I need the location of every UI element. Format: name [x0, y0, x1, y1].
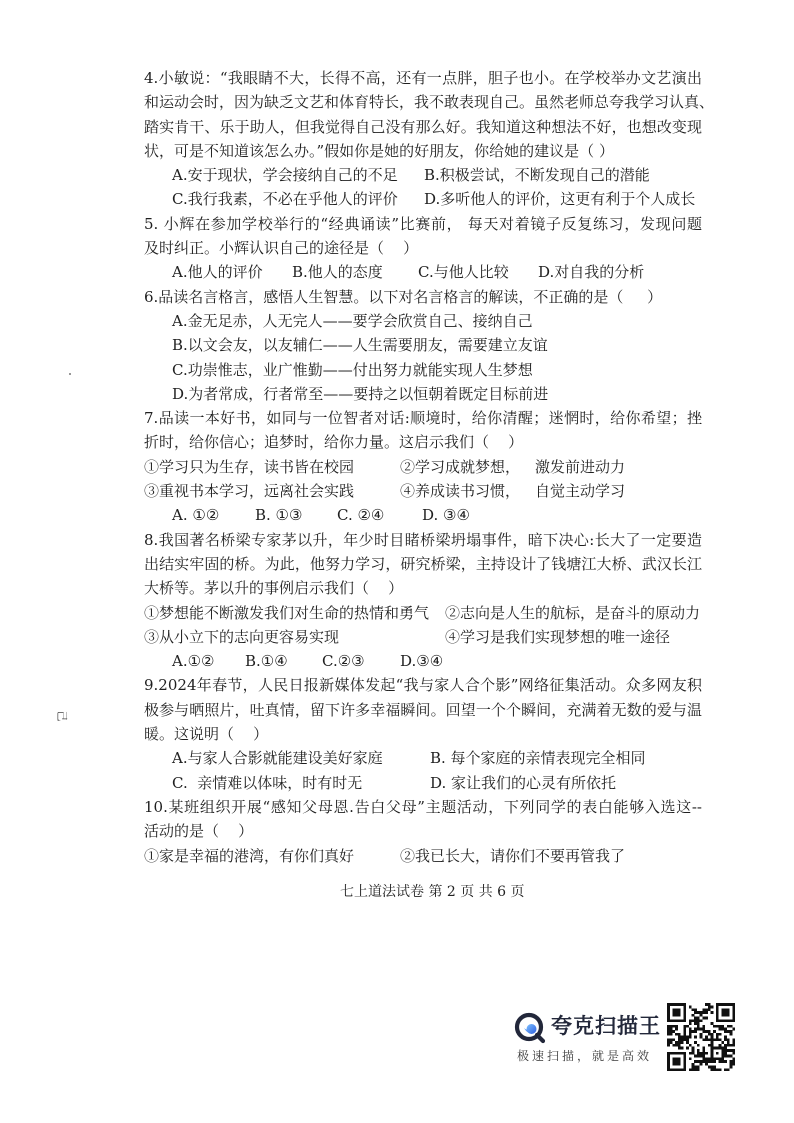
q7-option-d: D. ③④	[422, 506, 470, 525]
q5-option-b: B.他人的态度	[292, 263, 383, 282]
q4-stem-line: 4.小敏说：“我眼睛不大，长得不高，还有一点胖，胆子也小。在学校举办文艺演出	[144, 69, 702, 87]
page-footer: 七上道法试卷 第 2 页 共 6 页	[340, 884, 525, 900]
q9-option-d: D. 家让我们的心灵有所依托	[430, 773, 617, 792]
q7-stem-line: 7.品读一本好书，如同与一位智者对话:顺境时，给你清醒；迷惘时，给你希望；挫	[144, 409, 702, 428]
q9-stem-line: 极参与晒照片，吐真情，留下许多幸福瞬间。回望一个个瞬间，充满着无数的爱与温	[144, 700, 702, 719]
q10-statement-2: ②我已长大，请你们不要再管我了	[400, 846, 626, 865]
q8-stem-line: 出结实牢固的桥。为此，他努力学习，研究桥梁，主持设计了钱塘江大桥、武汉长江	[144, 554, 702, 573]
q8-statement-1: ①梦想能不断激发我们对生命的热情和勇气	[144, 603, 430, 622]
q9-option-c: C. 亲情难以体味，时有时无	[172, 773, 363, 792]
q9-options-row	[144, 746, 702, 770]
q9-option-a: A.与家人合影就能建设美好家庭	[172, 749, 383, 768]
q7-options-row	[144, 503, 702, 527]
binding-margin-mark: 己	[55, 710, 69, 722]
q6-stem-line: 6.品读名言格言，感悟人生智慧。以下对名言格言的解读，不正确的是（ ）	[144, 287, 663, 306]
q7-option-a: A. ①②	[172, 506, 220, 525]
scanner-brand-name: 夸克扫描王	[551, 1014, 661, 1038]
q8-statements-row	[144, 625, 702, 649]
q7-statement-4: ④养成读书习惯，	[400, 482, 521, 501]
q9-stem-line: 9.2024年春节，人民日报新媒体发起“我与家人合个影”网络征集活动。众多网友积	[144, 676, 702, 695]
exam-questions	[144, 66, 715, 868]
q8-option-b: B.①④	[245, 652, 288, 671]
q4-options-row	[144, 163, 702, 187]
q7-statement-3: ③重视书本学习，远离社会实践	[144, 482, 355, 501]
q10-stem-line: 10.某班组织开展“感知父母恩.告白父母”主题活动，下列同学的表白能够入选这--	[144, 797, 702, 816]
q6-option-a: A.金无足赤，人无完人——要学会欣赏自己、接纳自己	[172, 311, 533, 330]
q9-options-row	[144, 771, 702, 795]
q6-option-b: B.以文会友，以友辅仁——人生需要朋友，需要建立友谊	[172, 336, 548, 355]
q6-option-c: C.功崇惟志，业广惟勤——付出努力就能实现人生梦想	[172, 360, 533, 379]
q8-statement-2: ②志向是人生的航标，是奋斗的原动力	[445, 603, 701, 622]
scanner-brand-slogan: 极速扫描，就是高效	[517, 1049, 653, 1063]
q7-statements-row	[144, 479, 702, 503]
q5-option-c: C.与他人比较	[418, 263, 509, 282]
q7-option-c: C. ②④	[337, 506, 385, 525]
q8-option-d: D.③④	[400, 652, 444, 671]
q7-stem-line: 折时，给你信心；追梦时，给你力量。这启示我们（ ）	[144, 433, 524, 452]
q6-option-d: D.为者常成，行者常至——要持之以恒朝着既定目标前进	[172, 384, 549, 403]
q5-option-d: D.对自我的分析	[538, 263, 645, 282]
q9-stem-line: 暖。这说明（ ）	[144, 725, 269, 744]
q10-stem-line: 活动的是（ ）	[144, 822, 254, 841]
q8-statements-row	[144, 601, 702, 625]
q7-option-b: B. ①③	[255, 506, 303, 525]
q8-statement-3: ③从小立下的志向更容易实现	[144, 627, 340, 646]
q8-statement-4: ④学习是我们实现梦想的唯一途径	[445, 627, 671, 646]
q4-stem-line: 状，可是不知道该怎么办。”假如你是她的好朋友，你给她的建议是（ ）	[144, 141, 614, 160]
scan-speck	[69, 373, 71, 375]
q5-stem-line: 5. 小辉在参加学校举行的“经典诵读”比赛前， 每天对着镜子反复练习，发现问题	[144, 214, 702, 233]
q8-option-a: A.①②	[172, 652, 215, 671]
q4-option-b: B.积极尝试，不断发现自己的潜能	[424, 166, 650, 185]
quark-scanner-logo-icon	[513, 1011, 547, 1045]
q5-stem-line: 及时纠正。小辉认识自己的途径是（ ）	[144, 239, 419, 258]
q4-options-row	[144, 187, 702, 211]
q9-option-b: B. 每个家庭的亲情表现完全相同	[430, 749, 646, 768]
q4-stem-line: 踏实肯干、乐于助人，但我觉得自己没有那么好。我知道这种想法不好，也想改变现	[144, 117, 702, 136]
q7-statements-row	[144, 455, 702, 479]
q10-statements-row	[144, 844, 702, 868]
q4-option-c: C.我行我素，不必在乎他人的评价	[172, 190, 398, 209]
q8-option-c: C.②③	[322, 652, 365, 671]
q7-statement-1: ①学习只为生存，读书皆在校园	[144, 457, 355, 476]
q8-options-row	[144, 649, 702, 673]
q4-option-a: A.安于现状，学会接纳自己的不足	[172, 166, 398, 185]
q4-stem-line: 和运动会时，因为缺乏文艺和体育特长，我不敢表现自己。虽然老师总夸我学习认真、	[144, 93, 715, 112]
q5-option-a: A.他人的评价	[172, 263, 263, 282]
q4-option-d: D.多听他人的评价，这更有利于个人成长	[424, 190, 696, 209]
q7-statement-2-tail: 激发前进动力	[535, 457, 626, 476]
q5-options-row	[144, 260, 702, 284]
q7-statement-4-tail: 自觉主动学习	[535, 482, 626, 501]
qr-code-icon	[667, 1003, 735, 1071]
q10-statement-1: ①家是幸福的港湾，有你们真好	[144, 846, 355, 865]
q7-statement-2: ②学习成就梦想，	[400, 457, 521, 476]
q8-stem-line: 大桥等。茅以升的事例启示我们（ ）	[144, 579, 404, 598]
q8-stem-line: 8.我国著名桥梁专家茅以升，年少时目睹桥梁坍塌事件，暗下决心:长大了一定要造	[144, 530, 702, 549]
